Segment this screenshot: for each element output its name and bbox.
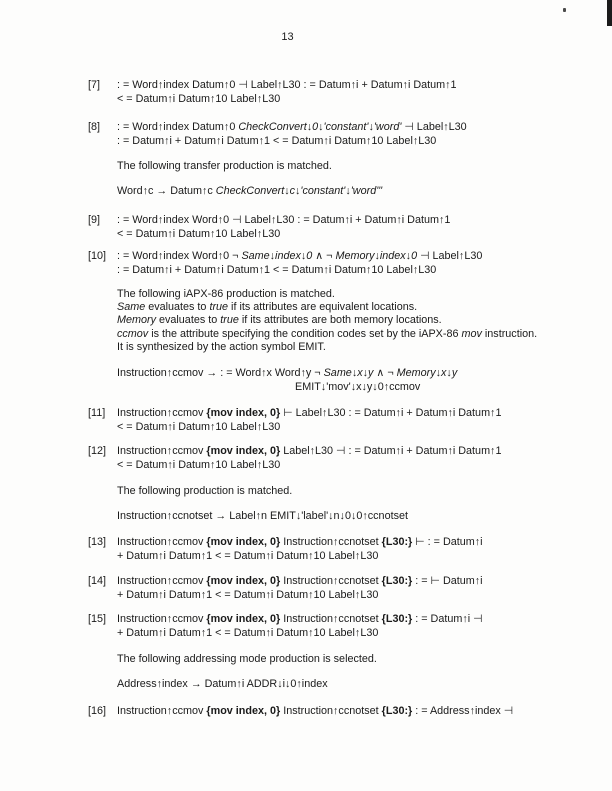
text-line	[117, 328, 572, 341]
text-segment: instruction.	[481, 327, 538, 340]
text-segment: ∧ ¬	[373, 367, 397, 379]
text-segment: Word↑c → Datum↑c	[117, 185, 216, 197]
scan-artifact-strip	[607, 0, 612, 26]
text-lines	[117, 121, 467, 148]
text-segment: ⊢ : = Datum↑i	[412, 536, 483, 548]
text-line	[117, 288, 572, 301]
text-segment: The following production is matched.	[117, 485, 293, 497]
text-lines	[117, 575, 483, 602]
text-lines	[117, 79, 457, 106]
item-number: [15]	[88, 613, 107, 625]
text-segment: Instruction↑ccmov	[117, 536, 207, 548]
text-segment: {mov index, 0}	[206, 445, 281, 457]
text-segment: {mov index, 0}	[206, 536, 281, 548]
text-line	[117, 93, 457, 107]
item-number: [16]	[88, 705, 107, 717]
text-lines	[117, 185, 572, 199]
item-number: [12]	[88, 445, 107, 457]
text-line	[117, 421, 501, 435]
text-line	[117, 214, 450, 228]
text-lines	[117, 485, 572, 499]
text-line	[117, 407, 501, 421]
text-segment: is the attribute specifying the condition codes set by the iAPX-86	[148, 327, 462, 340]
text-line	[117, 550, 483, 564]
block-item-7	[88, 79, 572, 106]
text-segment: {L30:}	[381, 613, 413, 625]
text-segment: evaluates to	[156, 314, 221, 327]
text-line	[117, 228, 450, 242]
text-segment: Instruction↑ccnotset	[280, 536, 382, 548]
block-item-13	[88, 536, 572, 563]
text-line	[117, 250, 482, 264]
block-item-16	[88, 705, 572, 719]
text-line	[117, 185, 572, 199]
text-segment: Instruction↑ccmov	[117, 575, 207, 587]
text-segment: : = Datum↑i + Datum↑i Datum↑1 < = Datum↑i Datum↑10 Label↑L30	[117, 134, 437, 147]
text-segment: Instruction↑ccmov	[117, 613, 207, 625]
text-segment: {mov index, 0}	[206, 575, 281, 587]
block-paragraph-production-matched	[117, 485, 572, 499]
text-segment: ⊢ Label↑L30 : = Datum↑i + Datum↑i Datum↑1	[280, 407, 502, 419]
text-line	[117, 160, 572, 174]
page-number: 13	[281, 31, 294, 43]
block-paragraph-iapx-notes	[117, 288, 572, 354]
text-line	[117, 627, 483, 641]
text-segment: < = Datum↑i Datum↑10 Label↑L30	[117, 227, 281, 240]
text-segment: + Datum↑i Datum↑1 < = Datum↑i Datum↑10 Label↑L30	[117, 626, 379, 639]
text-segment: ⊣ Label↑L30	[417, 250, 483, 262]
text-segment: < = Datum↑i Datum↑10 Label↑L30	[117, 420, 281, 433]
block-formula-word-transfer	[117, 185, 572, 199]
text-segment: Label↑L30 ⊣ : = Datum↑i + Datum↑i Datum↑1	[280, 445, 502, 457]
text-segment: Instruction↑ccnotset → Label↑n EMIT↓'label'↓n↓0↓0↑ccnotset	[117, 510, 408, 522]
text-line	[117, 510, 572, 524]
block-item-15	[88, 613, 572, 640]
text-line	[117, 653, 572, 667]
text-line	[117, 79, 457, 93]
text-line	[117, 121, 467, 135]
text-segment: {L30:}	[381, 575, 413, 587]
text-segment: EMIT↓'mov'↓x↓y↓0↑ccmov	[295, 380, 421, 393]
text-line	[117, 264, 482, 278]
block-item-14	[88, 575, 572, 602]
text-segment: Memory↓index↓0	[335, 250, 418, 262]
text-line	[117, 445, 501, 459]
text-segment: Same	[117, 301, 146, 314]
text-segment: CheckConvert↓c↓'constant'↓'word'"	[215, 185, 383, 197]
item-number: [7]	[88, 79, 101, 91]
block-paragraph-addressing-mode	[117, 653, 572, 667]
text-segment: Instruction↑ccmov	[117, 705, 207, 717]
text-segment: CheckConvert↓0↓'constant'↓'word'	[238, 121, 402, 133]
text-lines	[117, 407, 501, 434]
text-segment: true	[209, 301, 229, 314]
text-segment: The following addressing mode production is selected.	[117, 653, 377, 665]
text-segment: Instruction↑ccnotset	[280, 613, 382, 625]
text-lines	[117, 705, 513, 719]
item-number: [11]	[88, 407, 106, 419]
text-lines	[117, 536, 483, 563]
text-line	[117, 613, 483, 627]
text-lines	[117, 214, 450, 241]
text-lines	[117, 445, 501, 472]
text-segment: : = Word↑index Datum↑0 ⊣ Label↑L30 : = Datum↑i + Datum↑i Datum↑1	[117, 79, 457, 91]
text-line	[117, 589, 483, 603]
text-segment: : = Datum↑i ⊣	[412, 613, 483, 625]
text-segment: if its attributes are equivalent locations.	[228, 301, 418, 314]
text-segment: ⊣ Label↑L30	[401, 121, 467, 133]
text-line	[117, 301, 572, 314]
block-formula-instruction-ccmov	[117, 367, 572, 394]
block-item-11	[88, 407, 572, 434]
text-lines	[117, 653, 572, 667]
text-segment: Instruction↑ccnotset	[280, 705, 382, 717]
text-lines	[117, 510, 572, 524]
text-segment: : = Datum↑i + Datum↑i Datum↑1 < = Datum↑i Datum↑10 Label↑L30	[117, 263, 437, 276]
text-segment: Instruction↑ccnotset	[280, 575, 382, 587]
text-segment: : = Word↑index Word↑0 ¬	[117, 250, 242, 262]
text-segment: ccmov	[117, 327, 149, 340]
text-segment: Instruction↑ccmov → : = Word↑x Word↑y ¬	[117, 367, 324, 379]
text-segment: {mov index, 0}	[206, 407, 281, 419]
text-segment: Same↓x↓y	[323, 367, 374, 379]
text-segment: ∧ ¬	[312, 250, 336, 262]
text-segment: : = ⊢ Datum↑i	[412, 575, 483, 587]
text-line	[117, 575, 483, 589]
text-segment: : = Address↑index ⊣	[412, 705, 514, 717]
scan-artifact-speck	[563, 8, 566, 12]
text-segment: {mov index, 0}	[206, 613, 281, 625]
item-number: [9]	[88, 214, 101, 226]
text-lines	[117, 613, 483, 640]
block-formula-address-mode	[117, 678, 572, 692]
text-line	[117, 381, 572, 395]
block-item-9	[88, 214, 572, 241]
text-segment: : = Word↑index Datum↑0	[117, 121, 239, 133]
item-number: [10]	[88, 250, 107, 262]
text-line	[117, 367, 572, 381]
text-line	[117, 314, 572, 327]
text-segment: < = Datum↑i Datum↑10 Label↑L30	[117, 458, 281, 471]
text-lines	[117, 367, 572, 394]
text-segment: true	[220, 314, 239, 327]
block-formula-instruction-ccnotset	[117, 510, 572, 524]
text-line	[117, 485, 572, 499]
text-lines	[117, 250, 482, 277]
text-segment: The following transfer production is matched.	[117, 160, 332, 172]
text-line	[117, 536, 483, 550]
text-segment: {L30:}	[381, 536, 413, 548]
block-item-10	[88, 250, 572, 277]
item-number: [8]	[88, 121, 101, 133]
text-segment: Instruction↑ccmov	[117, 407, 207, 419]
text-segment: if its attributes are both memory locations.	[238, 314, 442, 327]
text-segment: mov	[461, 327, 482, 340]
text-segment: : = Word↑index Word↑0 ⊣ Label↑L30 : = Datum↑i + Datum↑i Datum↑1	[117, 214, 451, 226]
text-lines	[117, 288, 572, 354]
text-segment: Instruction↑ccmov	[117, 445, 207, 457]
text-segment: The following iAPX-86 production is matched.	[117, 288, 335, 300]
block-item-12	[88, 445, 572, 472]
block-paragraph-transfer-matched	[117, 160, 572, 174]
text-segment: + Datum↑i Datum↑1 < = Datum↑i Datum↑10 Label↑L30	[117, 588, 379, 601]
block-item-8	[88, 121, 572, 148]
text-segment: It is synthesized by the action symbol EMIT.	[117, 340, 326, 353]
text-segment: Address↑index → Datum↑i ADDR↓i↓0↑index	[117, 678, 328, 690]
text-line	[117, 678, 572, 692]
item-number: [13]	[88, 536, 107, 548]
text-segment: {L30:}	[381, 705, 413, 717]
text-segment: {mov index, 0}	[206, 705, 281, 717]
text-segment: < = Datum↑i Datum↑10 Label↑L30	[117, 92, 281, 105]
text-lines	[117, 678, 572, 692]
text-segment: evaluates to	[145, 301, 210, 314]
text-line	[117, 135, 467, 149]
text-segment: Memory↓x↓y	[396, 367, 458, 379]
text-line	[117, 705, 513, 719]
text-segment: Memory	[117, 314, 156, 327]
item-number: [14]	[88, 575, 107, 587]
text-lines	[117, 160, 572, 174]
text-segment: + Datum↑i Datum↑1 < = Datum↑i Datum↑10 Label↑L30	[117, 549, 379, 562]
text-segment: Same↓index↓0	[241, 250, 313, 262]
text-line	[117, 459, 501, 473]
text-line	[117, 341, 572, 354]
